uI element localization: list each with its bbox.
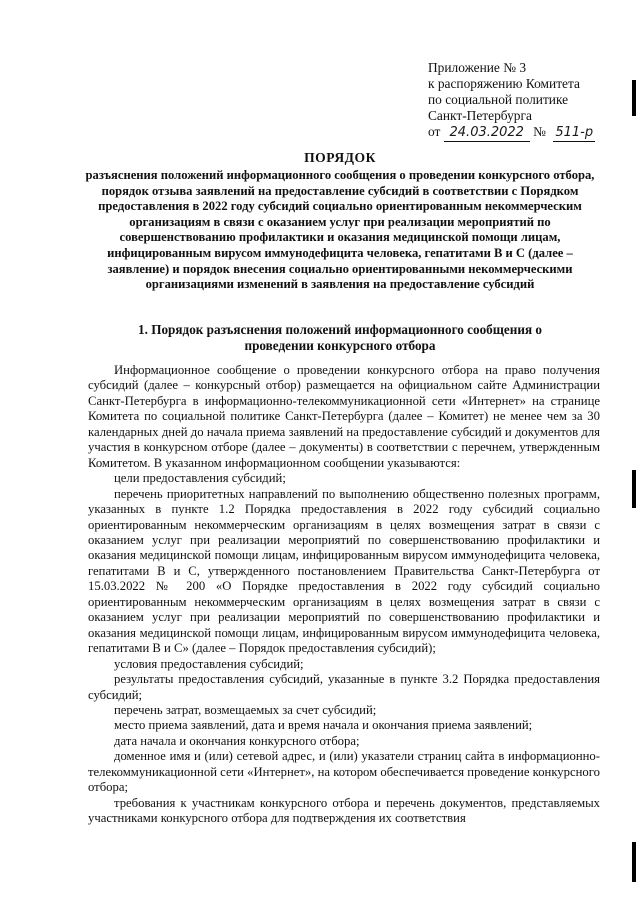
- appendix-number: Приложение № 3: [428, 60, 527, 75]
- appendix-order-ref: к распоряжению Комитета: [428, 76, 580, 91]
- date-prefix: от: [428, 124, 441, 139]
- appendix-committee: по социальной политике: [428, 92, 569, 107]
- document-body: [88, 363, 600, 827]
- document-subtitle: разъяснения положений информационного сообщения о проведении конкурсного отбора, порядок отзыва заявлений на предоставление субсидий в соответствии с Порядком предоставления в 2022 году субсидий социально ориентированным некоммерческим организациям в связи с оказанием услуг при реализации мероприятий по совершенствованию профилактики и оказания медицинской помощи лицам, инфицированным вирусом иммунодефицита человека, гепатитами В и С (далее – заявление) и порядок внесения социально ориентированными некоммерческими организациями изменений в заявления на предоставление субсидий: [85, 168, 595, 292]
- paragraph: требования к участникам конкурсного отбора и перечень документов, представляемых участниками конкурсного отбора для подтверждения их соответствия: [88, 795, 600, 826]
- paragraph: Информационное сообщение о проведении конкурсного отбора на право получения субсидий (далее – конкурсный отбор) размещается на официальном сайте Администрации Санкт-Петербурга в информационно-телекоммуникационной сети «Интернет» на странице Комитета по социальной политике Санкт-Петербурга (далее – Комитет) не менее чем за 30 календарных дней до начала приема заявлений на предоставление субсидий и документов для участия в конкурсном отборе (далее – документы) в соответствии с перечнем, утвержденным Комитетом. В указанном информационном сообщении указываются:: [88, 363, 600, 470]
- scan-margin-mark: [632, 470, 636, 508]
- appendix-date-line: [428, 124, 618, 142]
- section-heading: 1. Порядок разъяснения положений информационного сообщения о проведении конкурсного отбора: [138, 322, 542, 353]
- appendix-block: [428, 60, 618, 142]
- document-title: ПОРЯДОК: [304, 150, 376, 165]
- paragraph: перечень приоритетных направлений по выполнению общественно полезных программ, указанных в пункте 1.2 Порядка предоставления в 2022 году субсидий социально ориентированным некоммерческим организациям в целях возмещения затрат в связи с оказанием услуг при реализации мероприятий по совершенствованию профилактики и оказания медицинской помощи лицам, инфицированным вирусом иммунодефицита человека, гепатитами В и С, утвержденного постановлением Правительства Санкт-Петербурга от 15.03.2022 № 200 «О Порядке предоставления в 2022 году субсидий социально ориентированным некоммерческим организациям в целях возмещения затрат в связи с оказанием услуг при реализации мероприятий по совершенствованию профилактики и оказания медицинской помощи лицам, инфицированным вирусом иммунодефицита человека, гепатитами В и С» (далее – Порядок предоставления субсидий);: [88, 486, 600, 656]
- paragraph: место приема заявлений, дата и время начала и окончания приема заявлений;: [114, 718, 533, 733]
- number-prefix: №: [533, 124, 546, 139]
- scan-margin-mark: [632, 80, 636, 116]
- paragraph: цели предоставления субсидий;: [114, 471, 286, 486]
- paragraph: доменное имя и (или) сетевой адрес, и (или) указатели страниц сайта в информационно-телекоммуникационной сети «Интернет», на котором обеспечивается проведение конкурсного отбора;: [88, 749, 600, 795]
- paragraph: результаты предоставления субсидий, указанные в пункте 3.2 Порядка предоставления субсидий;: [88, 672, 600, 702]
- handwritten-number: 511-р: [553, 125, 595, 142]
- paragraph: условия предоставления субсидий;: [114, 656, 304, 671]
- paragraph: дата начала и окончания конкурсного отбора;: [114, 733, 360, 748]
- appendix-city: Санкт-Петербурга: [428, 108, 532, 123]
- paragraph: перечень затрат, возмещаемых за счет субсидий;: [114, 702, 377, 717]
- scan-margin-mark: [632, 842, 636, 882]
- handwritten-date: 24.03.2022: [444, 125, 530, 142]
